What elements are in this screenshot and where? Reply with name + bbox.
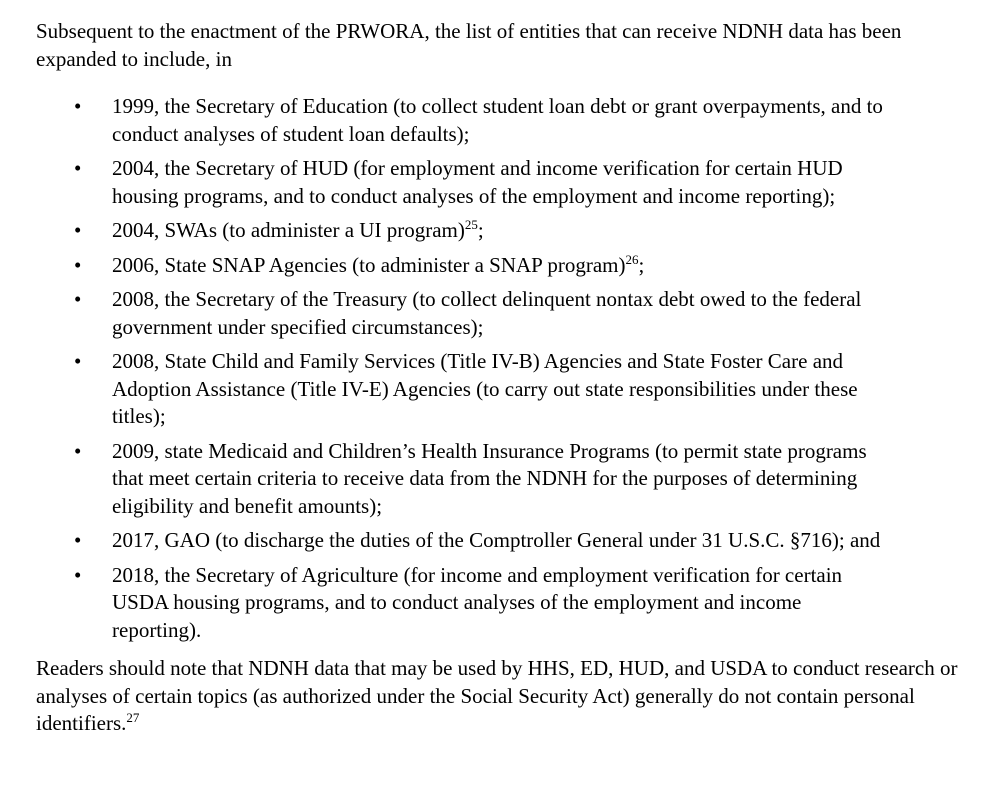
list-item-text: 2004, SWAs (to administer a UI program) (112, 218, 465, 242)
document-page (36, 18, 976, 738)
list-item-text: 2008, State Child and Family Services (Title IV-B) Agencies and State Foster Care and Adoption Assistance (Title IV-E) Agencies (to carry out state responsibilities under these titles); (112, 349, 858, 428)
footnote-ref-27[interactable]: 27 (126, 710, 140, 725)
bullet-icon: • (74, 156, 82, 180)
list-item (36, 527, 892, 555)
bullet-icon: • (74, 252, 82, 277)
list-item-text: 2008, the Secretary of the Treasury (to collect delinquent nontax debt owed to the federal government under specified circumstances); (112, 287, 862, 339)
footnote-ref-25[interactable]: 25 (464, 217, 478, 232)
list-item-text: 2018, the Secretary of Agriculture (for income and employment verification for certain USDA housing programs, and to conduct analyses of the employment and income reporting). (112, 562, 843, 642)
list-item-text: 2009, state Medicaid and Children’s Health Insurance Programs (to permit state programs that meet certain criteria to receive data from the NDNH for the purposes of determining eligibility and benefit amounts); (112, 438, 867, 518)
list-item (36, 286, 892, 341)
intro-paragraph: Subsequent to the enactment of the PRWORA, the list of entities that can receive NDNH data has been expanded to include, in (36, 19, 902, 71)
list-item (36, 438, 892, 521)
bullet-icon: • (74, 528, 82, 552)
list-item (36, 252, 892, 280)
list-item (36, 217, 892, 245)
bullet-icon: • (74, 438, 82, 463)
bullet-icon: • (74, 218, 82, 242)
list-item (36, 93, 892, 148)
list-item-text: 2017, GAO (to discharge the duties of the Comptroller General under 31 U.S.C. §716); and (112, 528, 881, 552)
closing-text: Readers should note that NDNH data that may be used by HHS, ED, HUD, and USDA to conduct research or analyses of certain topics (as authorized under the Social Security Act) generally do not contain personal identifiers. (36, 656, 958, 735)
list-item-text: 2006, State SNAP Agencies (to administer a SNAP program) (112, 252, 626, 277)
entity-bullet-list (36, 93, 976, 644)
list-item-text: 1999, the Secretary of Education (to collect student loan debt or grant overpayments, and to conduct analyses of student loan defaults); (112, 94, 883, 146)
list-item-text: 2004, the Secretary of HUD (for employment and income verification for certain HUD housing programs, and to conduct analyses of the employment and income reporting); (112, 156, 843, 208)
footnote-ref-26[interactable]: 26 (625, 251, 639, 267)
list-item (36, 562, 892, 645)
bullet-icon: • (74, 349, 82, 373)
bullet-icon: • (74, 94, 82, 118)
list-item-punctuation: ; (638, 252, 645, 277)
list-item (36, 348, 892, 431)
bullet-icon: • (74, 562, 82, 587)
list-item-punctuation: ; (477, 218, 484, 242)
list-item (36, 155, 892, 210)
closing-paragraph (36, 655, 976, 738)
bullet-icon: • (74, 287, 82, 311)
